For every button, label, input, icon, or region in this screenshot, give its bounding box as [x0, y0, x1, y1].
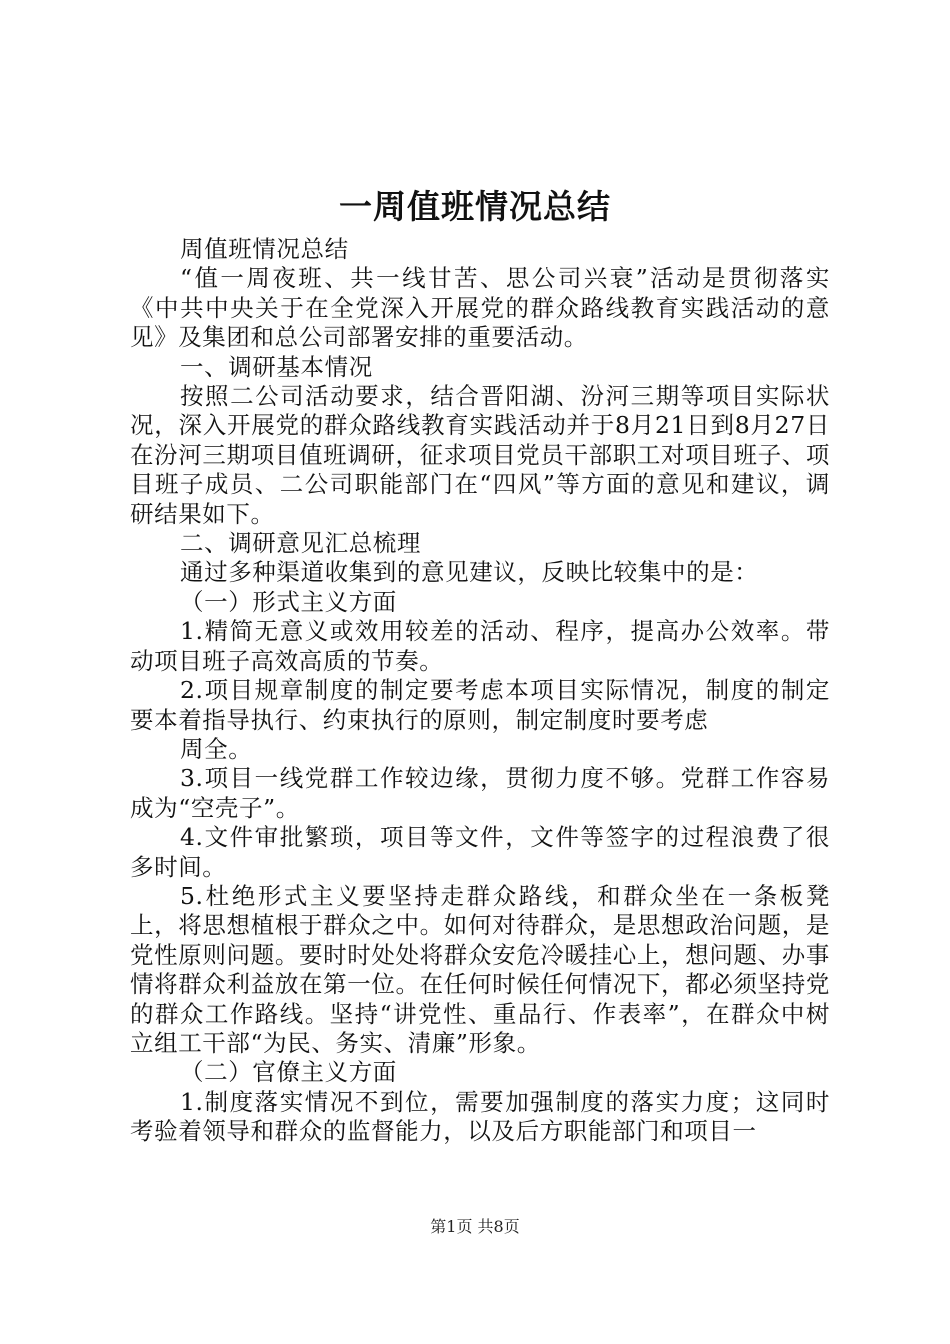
formalism-item-2: 2.项目规章制度的制定要考虑本项目实际情况，制度的制定要本着指导执行、约束执行的原则，制定制度时要考虑	[130, 676, 830, 734]
subsection-heading-formalism: （一）形式主义方面	[180, 587, 397, 616]
section-heading-1: 一、调研基本情况	[180, 352, 373, 381]
document-title: 一周值班情况总结	[339, 187, 611, 226]
bureaucracy-item-1: 1.制度落实情况不到位，需要加强制度的落实力度；这同时考验着领导和群众的监督能力，以及后方职能部门和项目一	[130, 1087, 830, 1146]
subtitle-paragraph: 周值班情况总结	[180, 235, 349, 263]
page-footer: 第1页 共8页	[430, 1217, 520, 1236]
section-1-paragraph: 按照二公司活动要求，结合晋阳湖、汾河三期等项目实际状况，深入开展党的群众路线教育实践活动并于8月21日到8月27日在汾河三期项目值班调研，征求项目党员干部职工对项目班子、项目班子成员、二公司职能部门在“四风”等方面的意见和建议，调研结果如下。	[130, 382, 830, 528]
subsection-heading-bureaucracy: （二）官僚主义方面	[180, 1058, 397, 1087]
formalism-item-1: 1.精简无意义或效用较差的活动、程序，提高办公效率。带动项目班子高效高质的节奏。	[130, 617, 830, 675]
document-body	[130, 235, 830, 1147]
formalism-item-4: 4.文件审批繁琐，项目等文件，文件等签字的过程浪费了很多时间。	[130, 823, 830, 881]
section-2-intro: 通过多种渠道收集到的意见建议，反映比较集中的是：	[180, 558, 759, 587]
section-heading-2: 二、调研意见汇总梳理	[180, 529, 421, 558]
formalism-item-3: 3.项目一线党群工作较边缘，贯彻力度不够。党群工作容易成为“空壳子”。	[130, 764, 830, 822]
formalism-item-2-continued: 周全。	[180, 734, 253, 763]
intro-paragraph: “值一周夜班、共一线甘苦、思公司兴衰”活动是贯彻落实《中共中央关于在全党深入开展党的群众路线教育实践活动的意见》及集团和总公司部署安排的重要活动。	[130, 264, 830, 352]
formalism-item-5: 5.杜绝形式主义要坚持走群众路线，和群众坐在一条板凳上，将思想植根于群众之中。如何对待群众，是思想政治问题，是党性原则问题。要时时处处将群众安危冷暖挂心上，想问题、办事情将群众利益放在第一位。在任何时候任何情况下，都必须坚持党的群众工作路线。坚持“讲党性、重品行、作表率”，在群众中树立组工干部“为民、务实、清廉”形象。	[130, 881, 830, 1057]
